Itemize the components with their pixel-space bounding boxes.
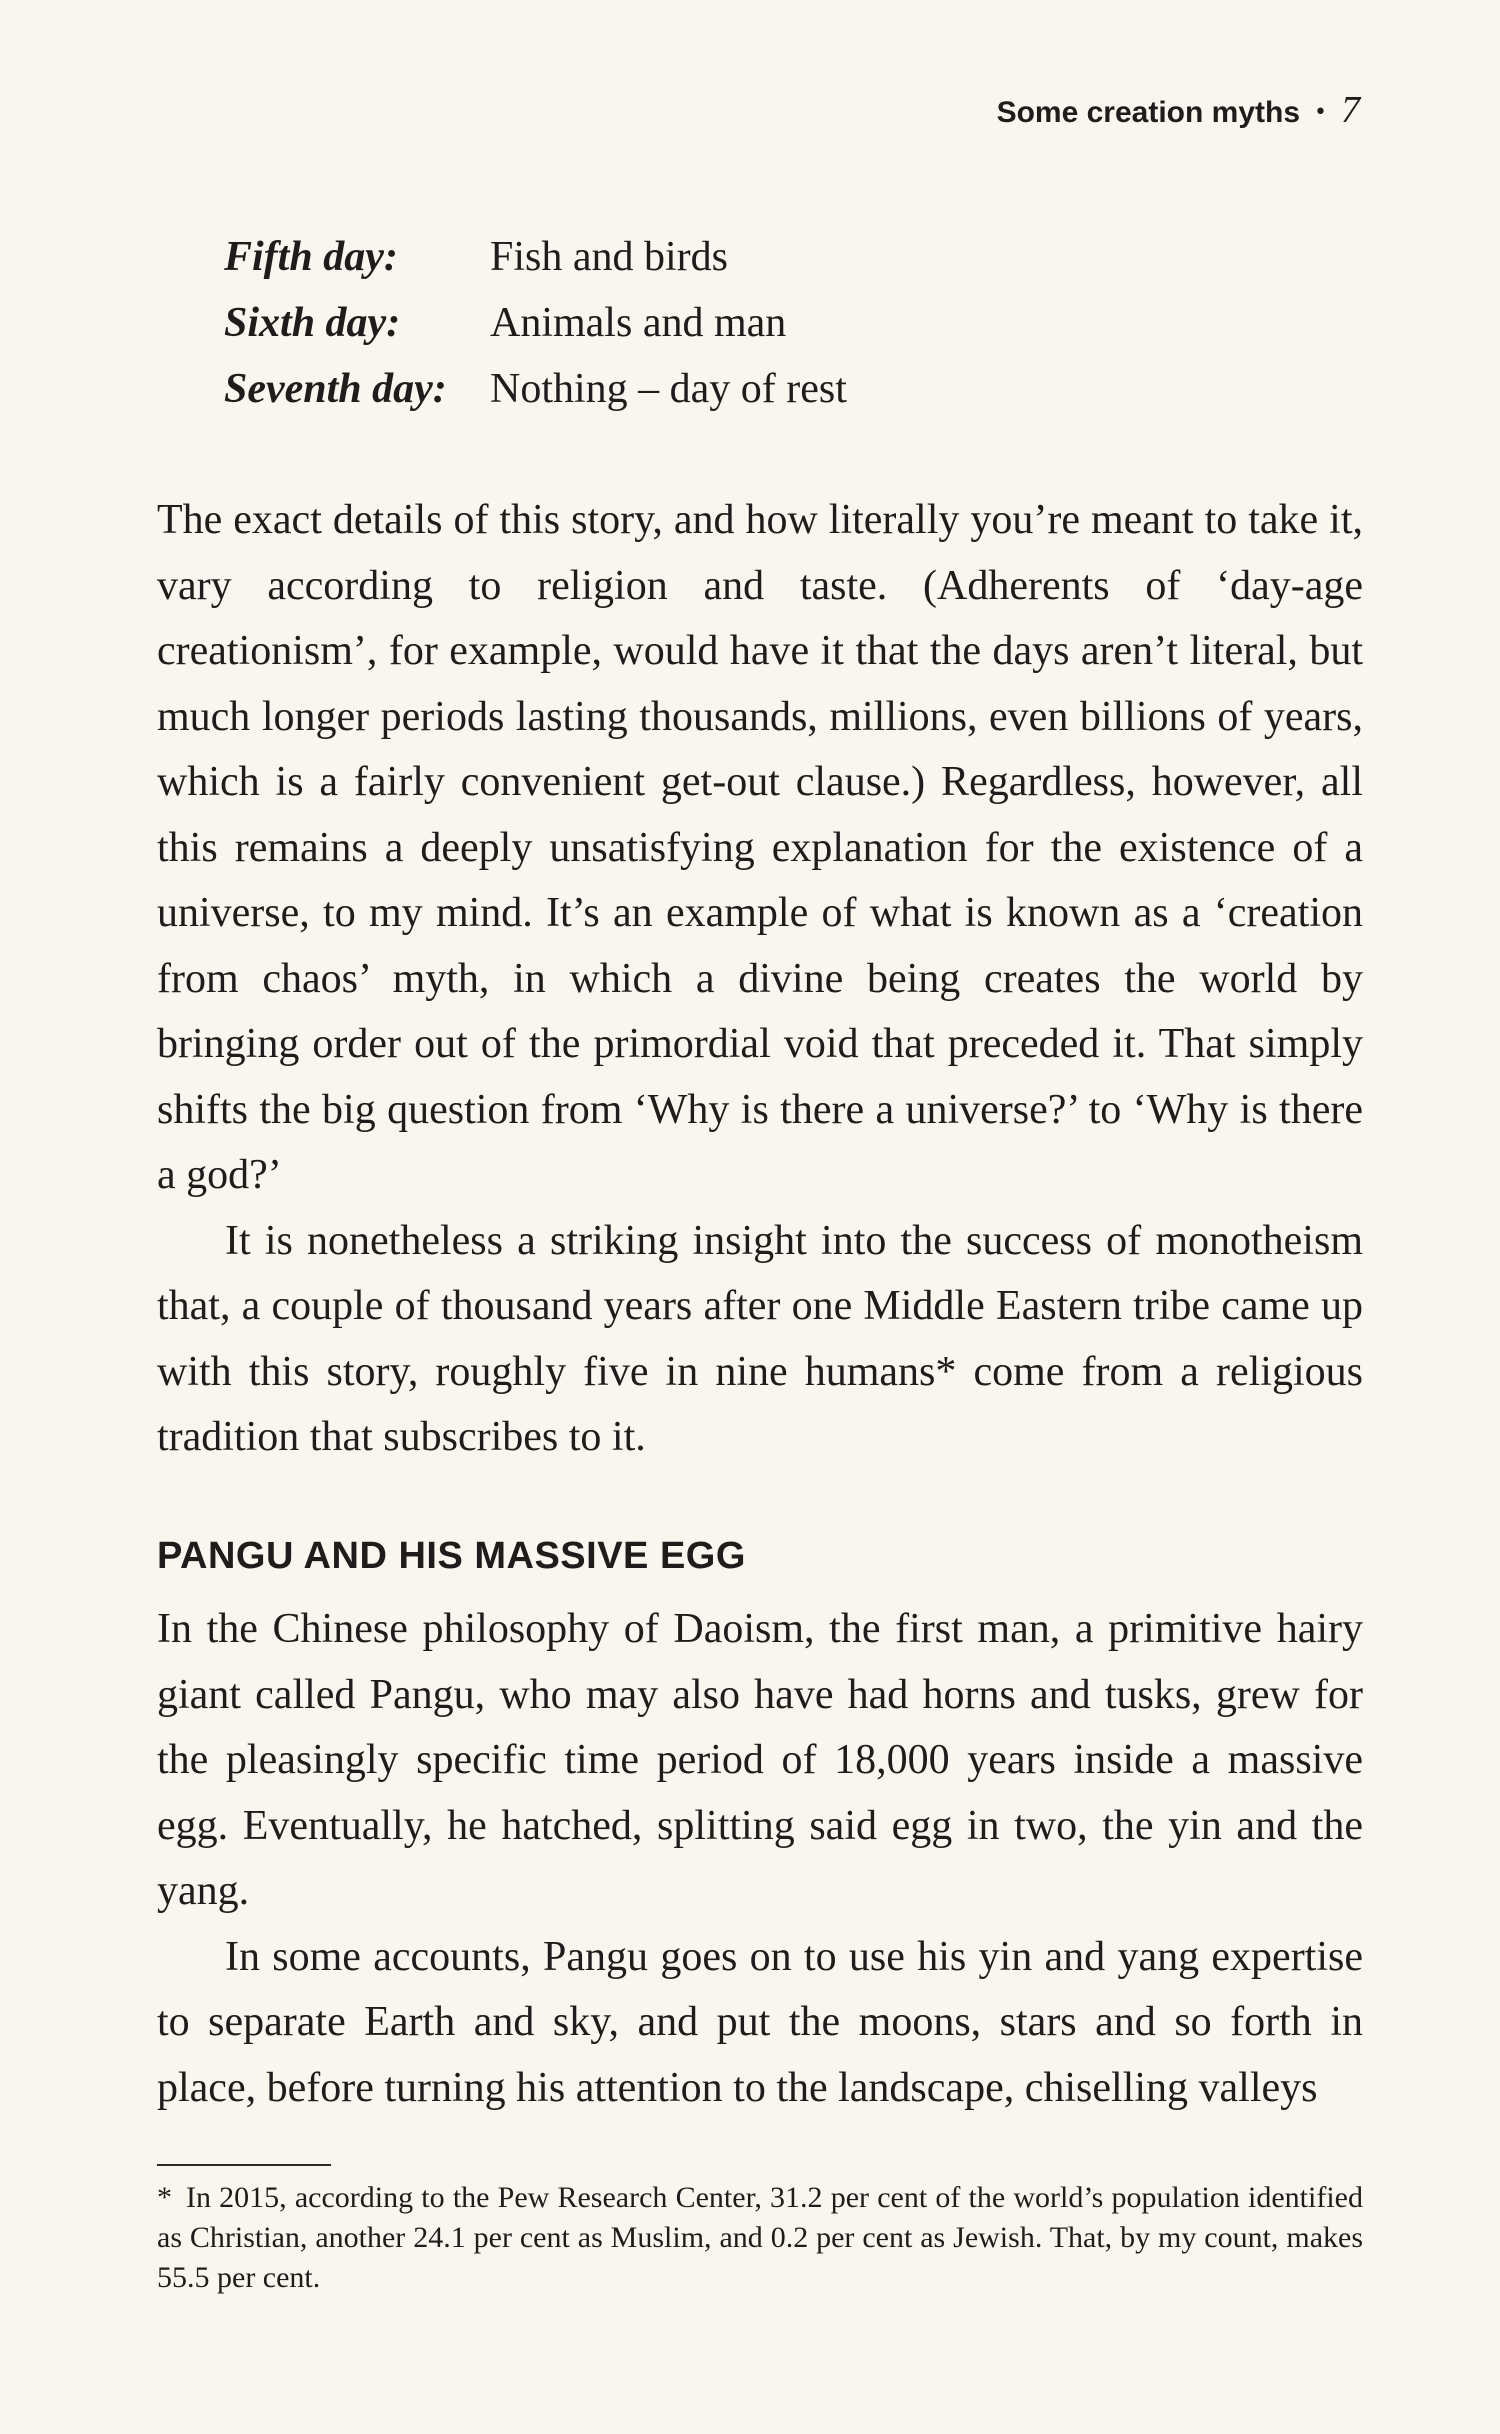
running-head-separator: • [1314, 100, 1327, 125]
creation-days-list [224, 224, 847, 422]
body-paragraph: It is nonetheless a striking insight into the success of monotheism that, a couple of thousand years after one Middle Eastern tribe came up with this story, roughly five in nine humans* come from a religious tradition that subscribes to it. [157, 1217, 1363, 1460]
footnote-marker: * [157, 2181, 172, 2214]
body-paragraph: In some accounts, Pangu goes on to use his yin and yang expertise to separate Earth and sky, and put the moons, stars and so forth in place, before turning his attention to the landscape, chiselling valleys [157, 1933, 1363, 2111]
creation-day-row [224, 224, 847, 290]
body-paragraph: The exact details of this story, and how literally you’re meant to take it, vary according to religion and taste. (Adherents of ‘day-age creationism’, for example, would have it that the days aren’t literal, but much longer periods lasting thousands, millions, even billions of years, which is a fairly convenient get-out clause.) Regardless, however, all this remains a deeply unsatisfying explanation for the existence of a universe, to my mind. It’s an example of what is known as a ‘creation from chaos’ myth, in which a divine being creates the world by bringing order out of the primordial void that preceded it. That simply shifts the big question from ‘Why is there a universe?’ to ‘Why is there a god?’ [157, 497, 1363, 1198]
day-label: Fifth day: [224, 234, 398, 280]
body-text-after-heading [157, 1597, 1363, 2121]
running-head-title: Some creation myths [996, 96, 1301, 129]
footnote-text: In 2015, according to the Pew Research Center, 31.2 per cent of the world’s population identified as Christian, another 24.1 per cent as Muslim, and 0.2 per cent as Jewish. That, by my count, makes 55.5 per cent. [157, 2181, 1363, 2294]
creation-day-row [224, 290, 847, 356]
day-label: Seventh day: [224, 366, 447, 412]
footnote [157, 2178, 1363, 2298]
day-value: Animals and man [490, 300, 787, 346]
creation-day-row [224, 356, 847, 422]
running-head [940, 90, 1360, 133]
page-number: 7 [1341, 89, 1360, 131]
section-heading: PANGU AND HIS MASSIVE EGG [157, 1535, 746, 1577]
footnote-divider [157, 2164, 331, 2166]
body-paragraph: In the Chinese philosophy of Daoism, the first man, a primitive hairy giant called Pangu, who may also have had horns and tusks, grew for the pleasingly specific time period of 18,000 years inside a massive egg. Eventually, he hatched, splitting said egg in two, the yin and the yang. [157, 1606, 1363, 1914]
day-value: Fish and birds [490, 234, 729, 280]
body-text-before-heading [157, 488, 1363, 1471]
day-label: Sixth day: [224, 300, 401, 346]
day-value: Nothing – day of rest [490, 366, 847, 412]
